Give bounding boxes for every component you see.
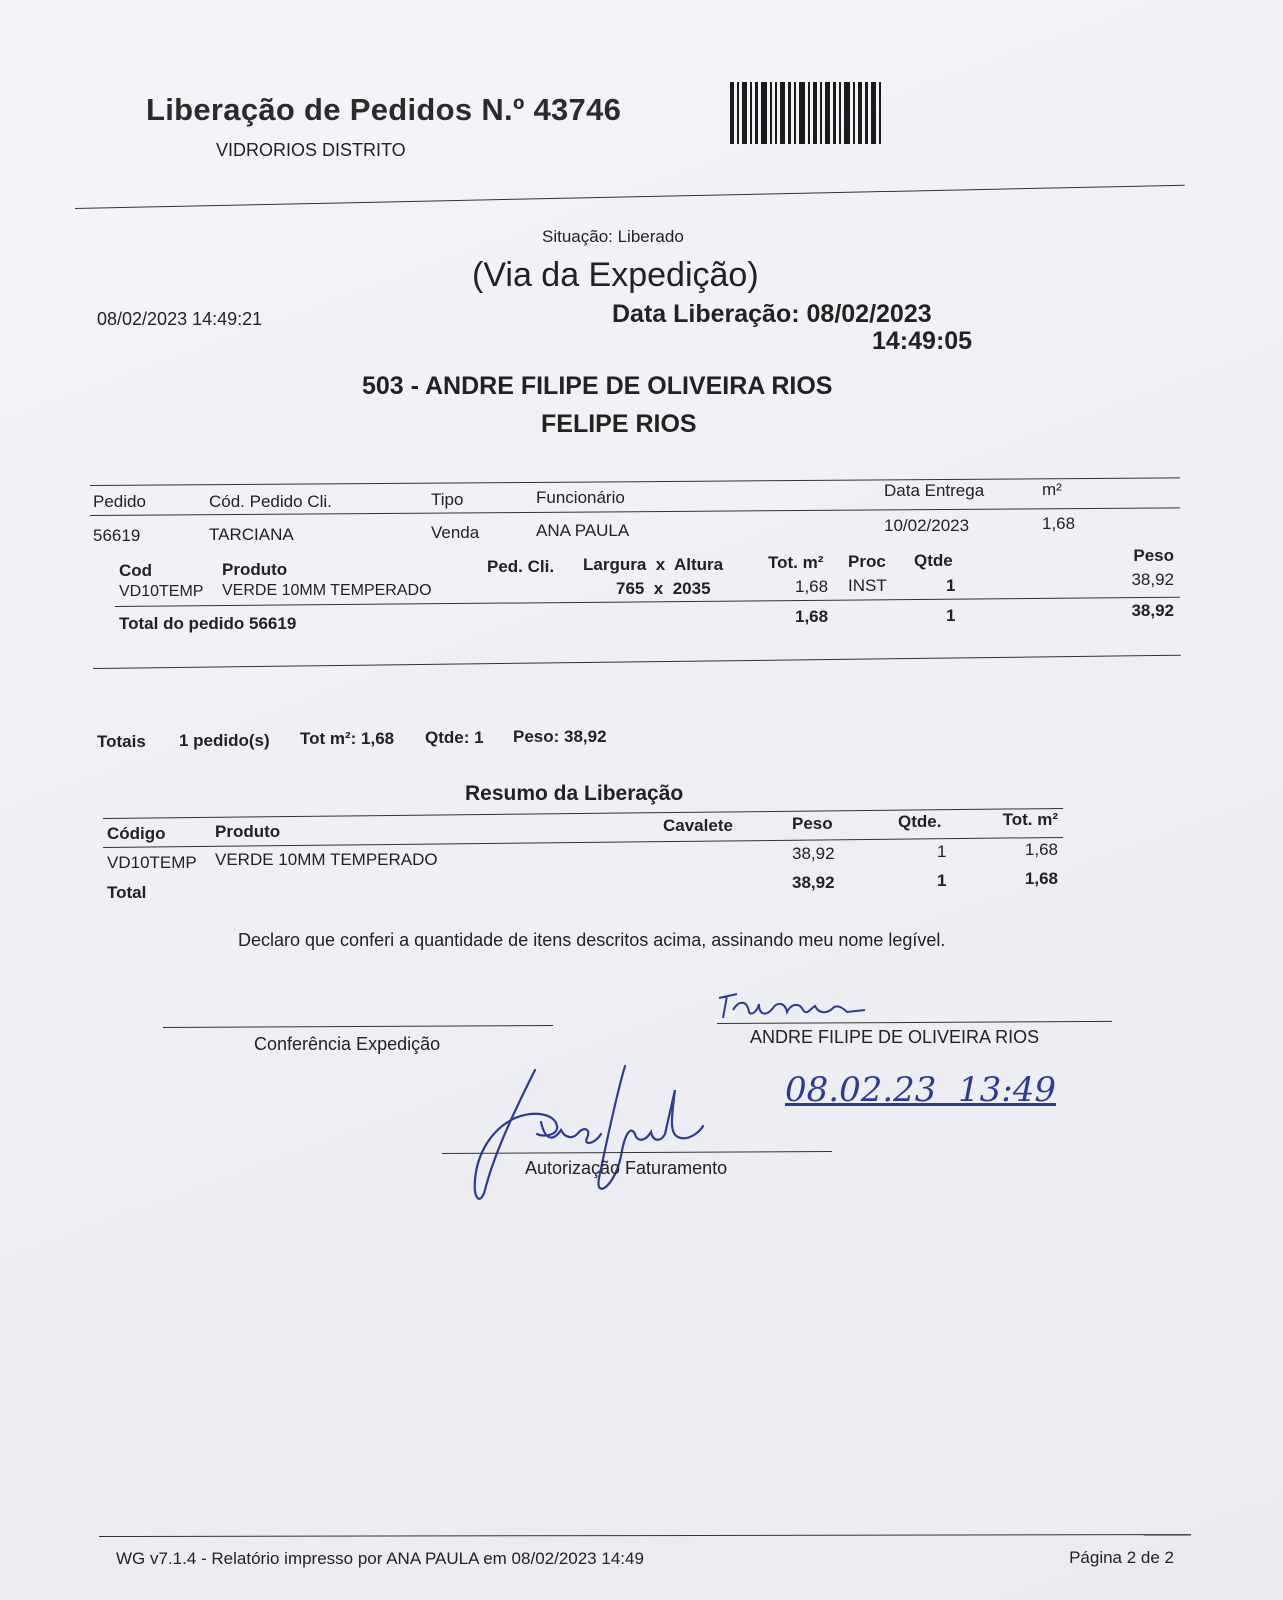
client-line-2: FELIPE RIOS — [541, 410, 697, 438]
item-header-peso: Peso — [1133, 546, 1174, 565]
via-label: (Via da Expedição) — [472, 256, 759, 294]
item-cod: VD10TEMP — [119, 583, 204, 600]
row-data-entrega: 10/02/2023 — [884, 516, 970, 535]
totais-label: Totais — [97, 732, 146, 751]
print-datetime: 08/02/2023 14:49:21 — [97, 309, 263, 329]
resumo-row-produto: VERDE 10MM TEMPERADO — [215, 850, 438, 869]
order-total-m2: 1,68 — [795, 607, 829, 626]
row-funcionario: ANA PAULA — [536, 521, 630, 540]
resumo-header-produto: Produto — [215, 822, 281, 841]
resumo-row-codigo: VD10TEMP — [107, 853, 197, 872]
item-tot-m2: 1,68 — [795, 577, 829, 596]
totais-tot-m2: Tot m²: 1,68 — [300, 729, 395, 748]
autorizacao-signature — [465, 1060, 745, 1210]
conferencia-signature-line — [163, 1025, 553, 1028]
item-header-proc: Proc — [848, 552, 886, 571]
header-divider — [75, 185, 1185, 209]
item-header-qtde: Qtde — [914, 551, 953, 570]
resumo-total-tot-m2: 1,68 — [1024, 869, 1058, 888]
resumo-row-tot-m2: 1,68 — [1024, 840, 1058, 859]
row-pedido: 56619 — [93, 526, 141, 545]
company-name: VIDRORIOS DISTRITO — [216, 140, 406, 160]
item-proc: INST — [848, 576, 887, 595]
item-qtde: 1 — [946, 576, 956, 595]
order-total-qtde: 1 — [946, 606, 956, 625]
row-tipo: Venda — [431, 523, 480, 542]
declaration-text: Declaro que conferi a quantidade de itens descritos acima, assinando meu nome legível. — [238, 930, 946, 950]
totais-peso: Peso: 38,92 — [513, 727, 607, 746]
resumo-header-qtde: Qtde. — [898, 812, 942, 831]
client-signature — [715, 990, 885, 1026]
item-dimensoes: 765 x 2035 — [616, 579, 711, 598]
header-m2: m² — [1042, 480, 1062, 499]
resumo-row-qtde: 1 — [937, 842, 947, 861]
footer-rule — [99, 1534, 1191, 1537]
item-produto: VERDE 10MM TEMPERADO — [222, 582, 432, 599]
item-peso: 38,92 — [1131, 570, 1174, 589]
item-header-produto: Produto — [222, 560, 288, 579]
order-total-peso: 38,92 — [1131, 601, 1174, 620]
resumo-title: Resumo da Liberação — [465, 782, 684, 805]
resumo-header-cavalete: Cavalete — [663, 816, 733, 835]
status-situacao: Situação: Liberado — [542, 227, 684, 246]
item-header-cod: Cod — [119, 561, 153, 580]
order-total-label: Total do pedido 56619 — [119, 614, 297, 633]
item-header-ped-cli: Ped. Cli. — [487, 557, 555, 576]
header-data-entrega: Data Entrega — [884, 481, 985, 500]
resumo-total-label: Total — [107, 883, 147, 902]
table-top-rule — [90, 477, 1180, 486]
header-tipo: Tipo — [431, 490, 464, 509]
item-header-tot-m2: Tot. m² — [768, 553, 824, 572]
order-table-bottom-rule — [93, 655, 1181, 669]
footer-printed-by: WG v7.1.4 - Relatório impresso por ANA PAULA em 08/02/2023 14:49 — [116, 1549, 644, 1568]
resumo-total-qtde: 1 — [937, 871, 947, 890]
header-funcionario: Funcionário — [536, 488, 625, 507]
autorizacao-label: Autorização Faturamento — [525, 1158, 728, 1178]
resumo-row-peso: 38,92 — [792, 844, 835, 863]
data-liberacao-date: Data Liberação: 08/02/2023 — [612, 300, 932, 328]
totais-pedidos: 1 pedido(s) — [179, 731, 270, 750]
totais-qtde: Qtde: 1 — [425, 728, 484, 747]
resumo-header-codigo: Código — [107, 824, 166, 843]
document-title: Liberação de Pedidos N.º 43746 — [146, 92, 622, 127]
conferencia-label: Conferência Expedição — [254, 1034, 441, 1054]
row-m2: 1,68 — [1042, 514, 1076, 533]
resumo-header-tot-m2: Tot. m² — [1002, 810, 1058, 829]
handwritten-datetime: 08.02.23 13:49 — [785, 1070, 1057, 1110]
resumo-header-peso: Peso — [792, 814, 833, 833]
footer-page-number: Página 2 de 2 — [1069, 1548, 1174, 1567]
row-cod-pedido-cli: TARCIANA — [209, 525, 294, 544]
header-cod-pedido-cli: Cód. Pedido Cli. — [209, 492, 332, 511]
resumo-total-peso: 38,92 — [792, 873, 835, 892]
client-line-1: 503 - ANDRE FILIPE DE OLIVEIRA RIOS — [362, 372, 833, 400]
data-liberacao-time: 14:49:05 — [872, 327, 973, 355]
item-header-largura-altura: Largura x Altura — [583, 555, 724, 574]
barcode — [730, 82, 926, 144]
header-pedido: Pedido — [93, 492, 146, 511]
client-name: ANDRE FILIPE DE OLIVEIRA RIOS — [750, 1027, 1040, 1047]
